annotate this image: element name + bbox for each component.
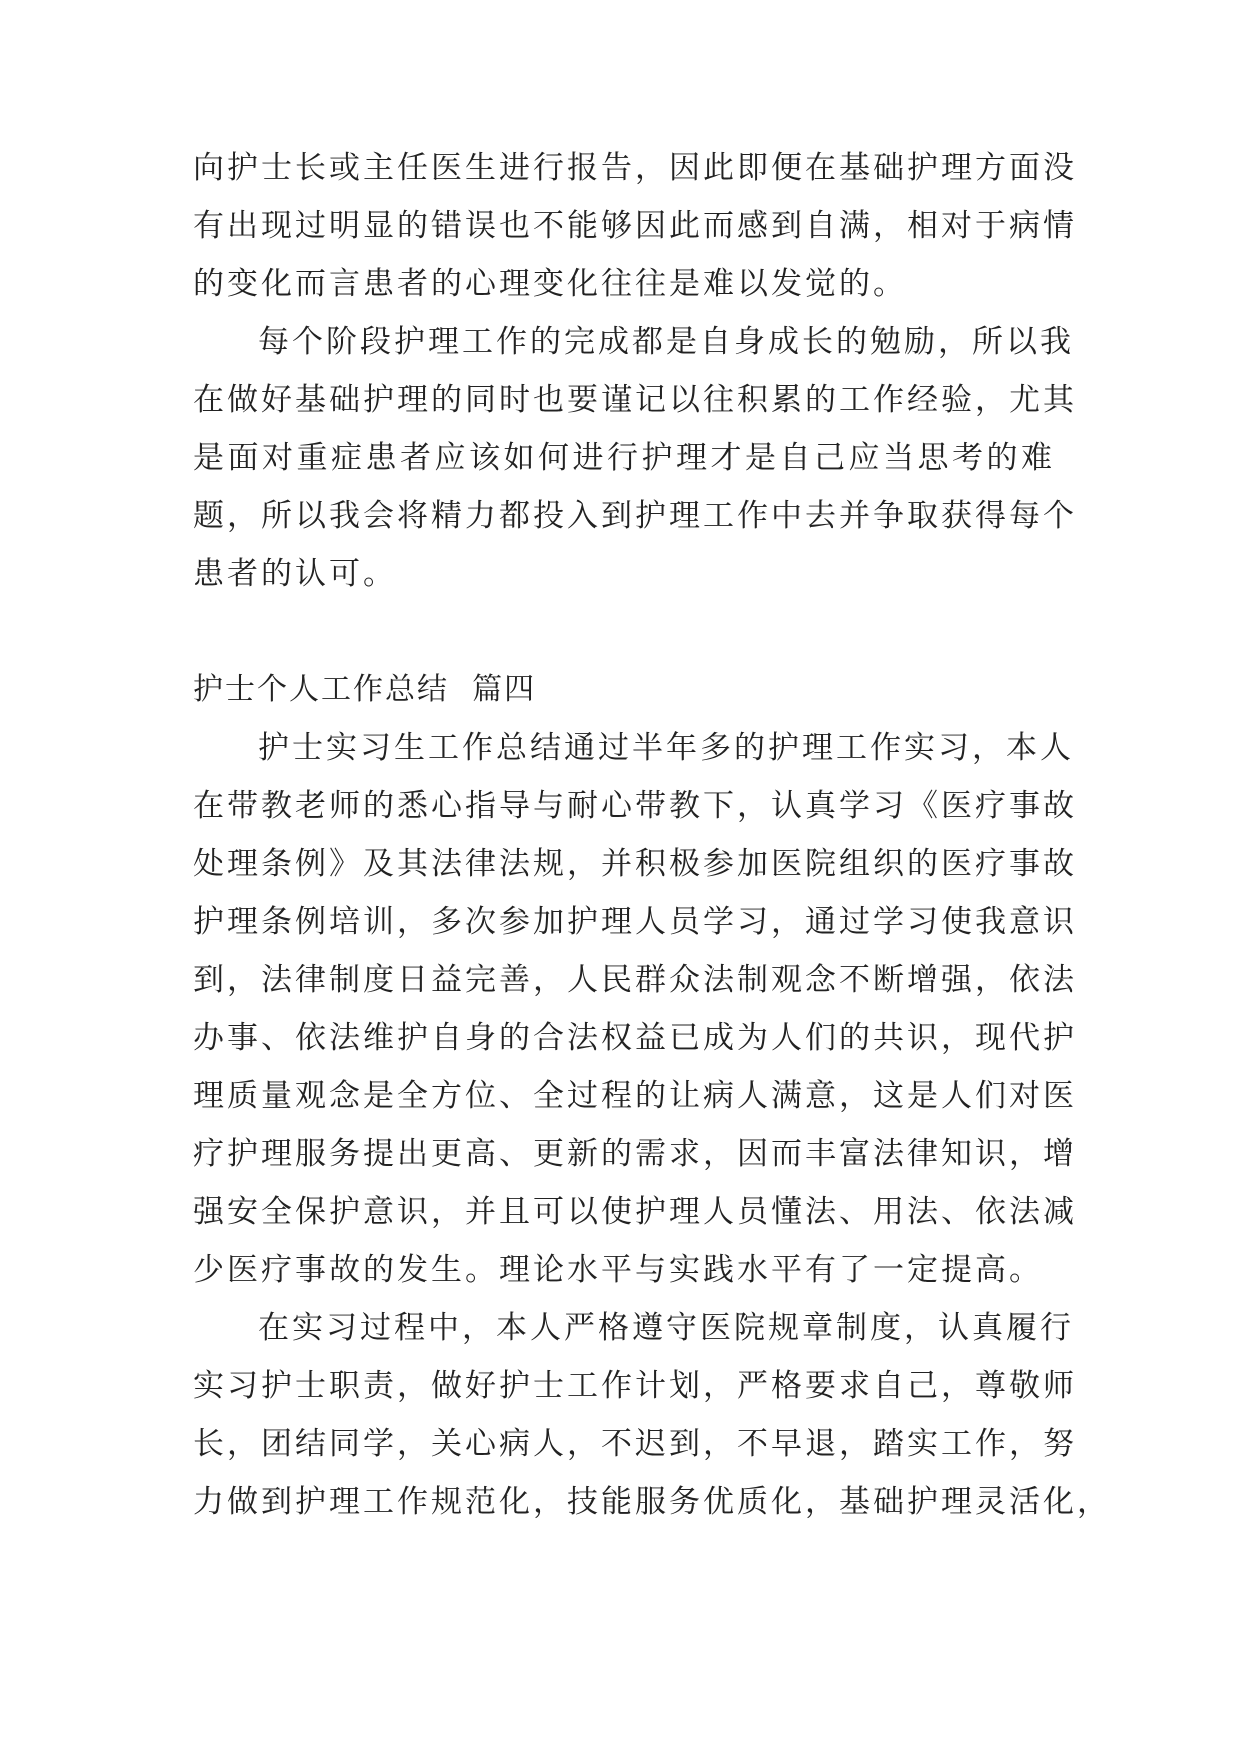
section-paragraph-1-line-2: 在带教老师的悉心指导与耐心带教下，认真学习《医疗事故 (193, 788, 1077, 824)
section-paragraph-1-line-8: 疗护理服务提出更高、更新的需求，因而丰富法律知识，增 (193, 1136, 1077, 1172)
section-paragraph-2-line-2: 实习护士职责，做好护士工作计划，严格要求自己，尊敬师 (193, 1368, 1077, 1404)
section-paragraph-1-line-10: 少医疗事故的发生。理论水平与实践水平有了一定提高。 (193, 1252, 1043, 1288)
section-heading: 护士个人工作总结 篇四 (193, 672, 537, 707)
section-paragraph-1-line-9: 强安全保护意识，并且可以使护理人员懂法、用法、依法减 (193, 1194, 1077, 1230)
section-paragraph-1-line-4: 护理条例培训，多次参加护理人员学习，通过学习使我意识 (193, 904, 1077, 940)
section-paragraph-2-line-4: 力做到护理工作规范化，技能服务优质化，基础护理灵活化， (193, 1484, 1111, 1520)
section-paragraph-1-line-3: 处理条例》及其法律法规，并积极参加医院组织的医疗事故 (193, 846, 1077, 882)
section-paragraph-1-line-1: 护士实习生工作总结通过半年多的护理工作实习，本人 (258, 730, 1074, 766)
paragraph-1-line-3: 的变化而言患者的心理变化往往是难以发觉的。 (193, 266, 907, 302)
paragraph-2-line-1: 每个阶段护理工作的完成都是自身成长的勉励，所以我 (258, 324, 1074, 360)
paragraph-2-line-5: 患者的认可。 (193, 556, 397, 592)
paragraph-2-line-2: 在做好基础护理的同时也要谨记以往积累的工作经验，尤其 (193, 382, 1077, 418)
section-paragraph-2-line-1: 在实习过程中，本人严格遵守医院规章制度，认真履行 (258, 1310, 1074, 1346)
section-paragraph-1-line-5: 到，法律制度日益完善，人民群众法制观念不断增强，依法 (193, 962, 1077, 998)
paragraph-1-line-2: 有出现过明显的错误也不能够因此而感到自满，相对于病情 (193, 208, 1077, 244)
paragraph-2-line-4: 题，所以我会将精力都投入到护理工作中去并争取获得每个 (193, 498, 1077, 534)
section-paragraph-1-line-6: 办事、依法维护自身的合法权益已成为人们的共识，现代护 (193, 1020, 1077, 1056)
section-paragraph-1-line-7: 理质量观念是全方位、全过程的让病人满意，这是人们对医 (193, 1078, 1077, 1114)
paragraph-2-line-3: 是面对重症患者应该如何进行护理才是自己应当思考的难 (193, 440, 1055, 476)
section-paragraph-2-line-3: 长，团结同学，关心病人，不迟到，不早退，踏实工作，努 (193, 1426, 1077, 1462)
paragraph-1-line-1: 向护士长或主任医生进行报告，因此即便在基础护理方面没 (193, 150, 1077, 186)
